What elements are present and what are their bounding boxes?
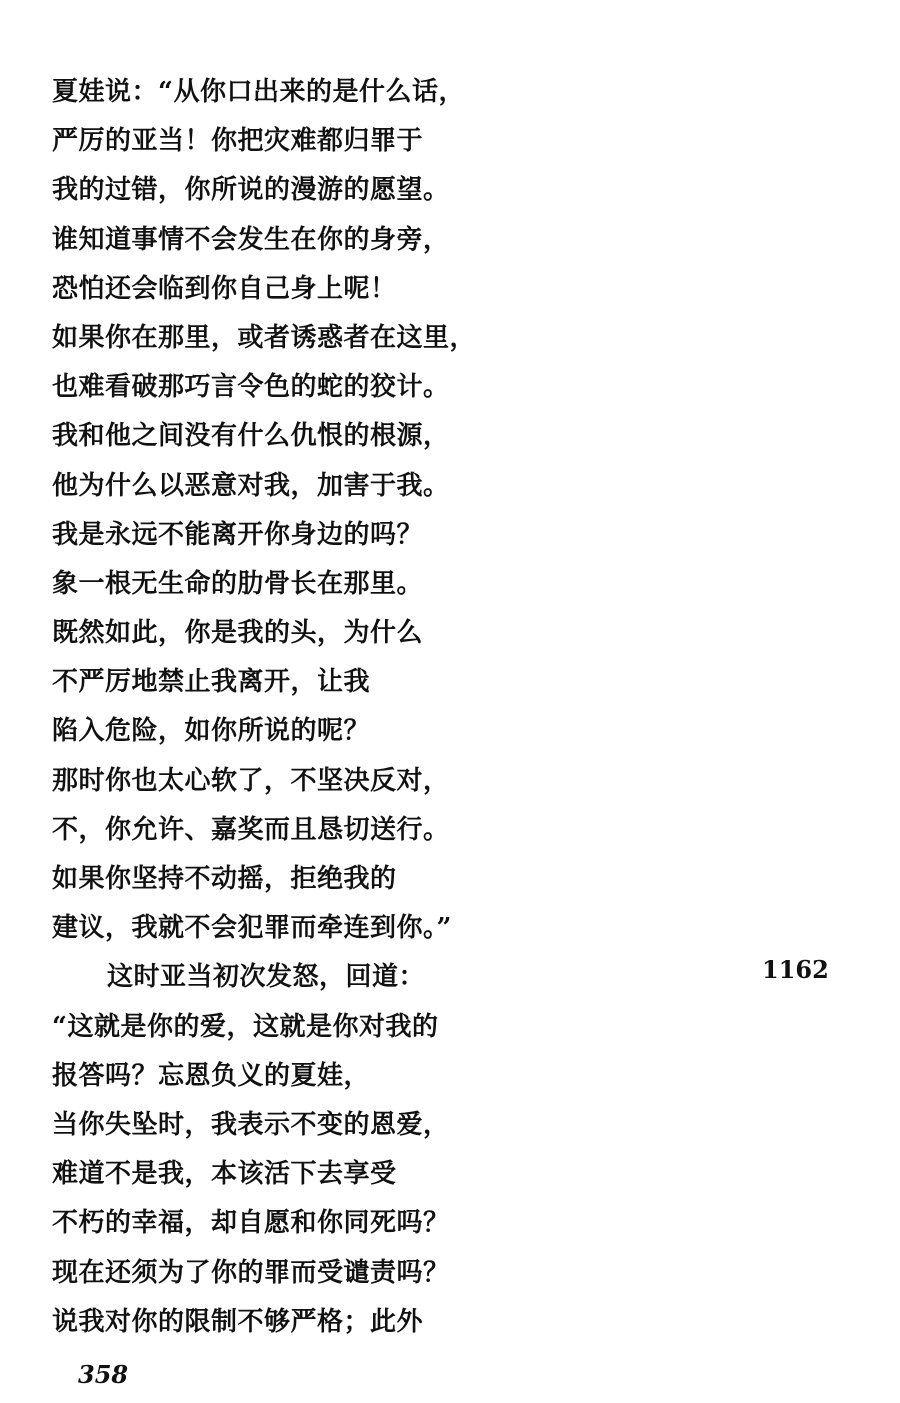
verse-line: 严厉的亚当！你把灾难都归罪于 [52,126,424,157]
verse-line: 恐怕还会临到你自己身上呢！ [52,273,397,304]
page-number: 358 [78,1360,129,1389]
verse-line: 当你失坠时，我表示不变的恩爱， [52,1109,450,1140]
verse-line: 现在还须为了你的罪而受谴责吗？ [52,1257,450,1288]
verse-line: 报答吗？忘恩负义的夏娃， [52,1060,371,1091]
verse-line-indented: 这时亚当初次发怒，回道： [107,962,426,993]
verse-line: 如果你在那里，或者诱惑者在这里， [52,322,477,353]
line-number-marker: 1162 [762,955,829,984]
verse-line: 我和他之间没有什么仇恨的根源， [52,421,450,452]
verse-line: 难道不是我，本该活下去享受 [52,1159,397,1190]
verse-line: 他为什么以恶意对我，加害于我。 [52,470,450,501]
verse-line: 谁知道事情不会发生在你的身旁， [52,224,450,255]
verse-line: “这就是你的爱，这就是你对我的 [52,1011,439,1042]
verse-line: 也难看破那巧言令色的蛇的狡计。 [52,372,450,403]
verse-line: 我是永远不能离开你身边的吗？ [52,519,424,550]
verse-line: 夏娃说：“从你口出来的是什么话， [52,77,465,107]
verse-line: 说我对你的限制不够严格；此外 [52,1306,424,1337]
verse-line: 不，你允许、嘉奖而且恳切送行。 [52,814,450,845]
verse-line: 如果你坚持不动摇，拒绝我的 [52,864,397,894]
verse-line: 建议，我就不会犯罪而牵连到你。” [52,913,452,944]
verse-line: 那时你也太心软了，不坚决反对， [52,765,450,796]
verse-line: 既然如此，你是我的头，为什么 [52,618,424,649]
verse-line: 不严厉地禁止我离开，让我 [52,667,371,698]
verse-line: 象一根无生命的肋骨长在那里。 [52,568,424,599]
verse-line: 陷入危险，如你所说的呢？ [52,716,371,747]
verse-line: 不朽的幸福，却自愿和你同死吗？ [52,1208,450,1239]
verse-line: 我的过错，你所说的漫游的愿望。 [52,175,450,206]
poem-verse [52,68,752,1347]
